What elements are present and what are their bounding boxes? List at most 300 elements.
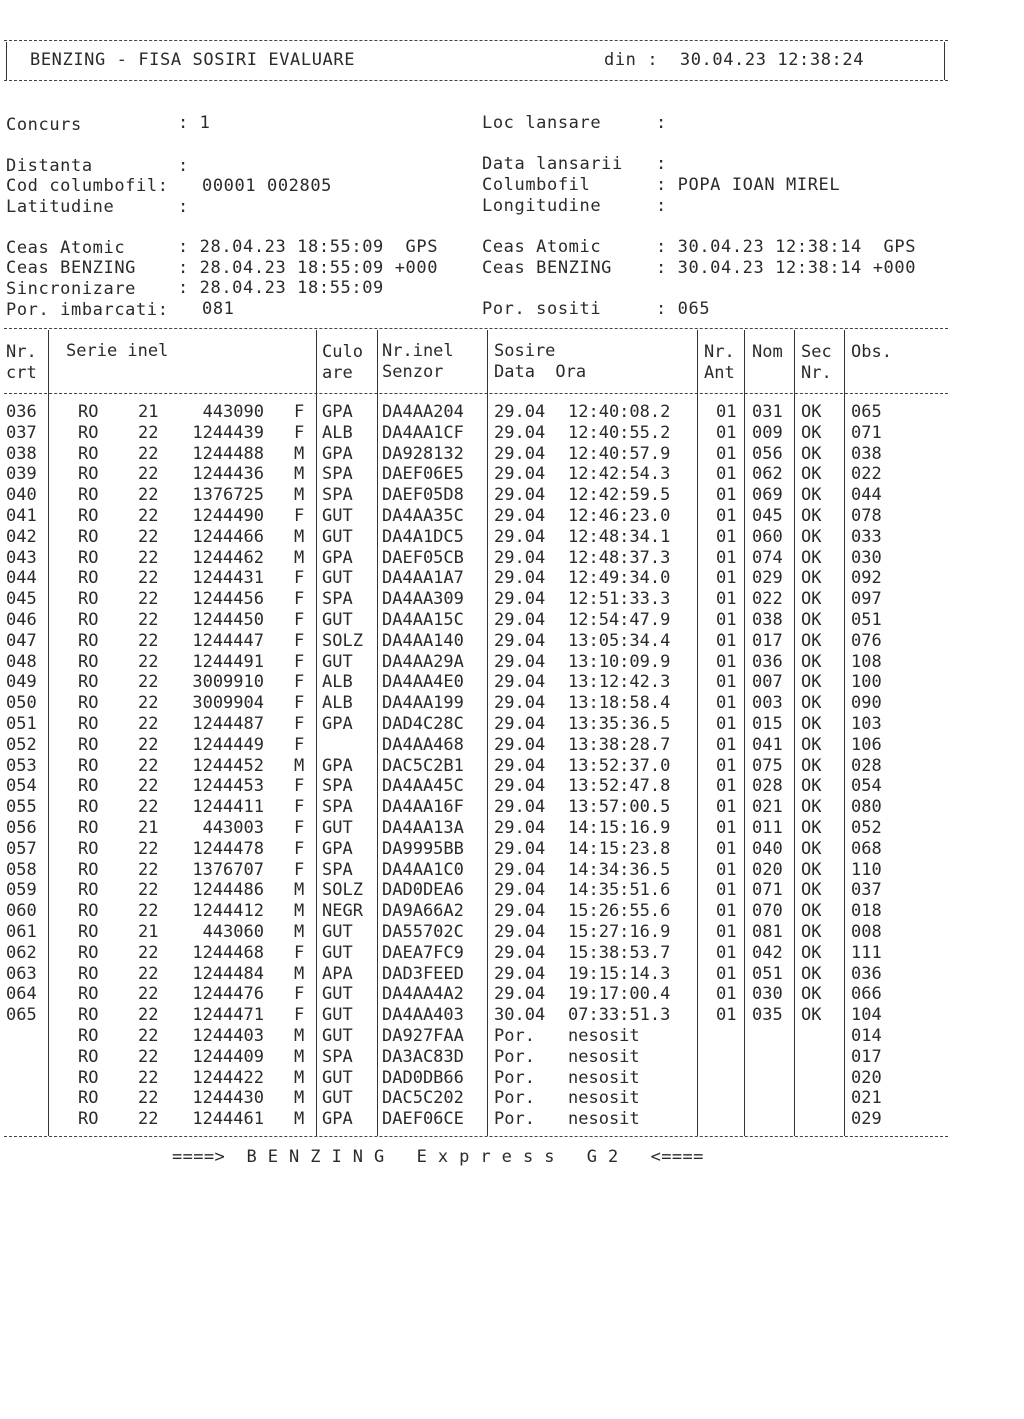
- row-sensor: DAD4C28C: [382, 714, 464, 734]
- row-country: RO: [78, 651, 99, 672]
- row-obs: 044: [851, 485, 882, 506]
- row-nr: 062: [6, 942, 37, 963]
- row-country: RO: [78, 880, 99, 901]
- row-nr: 036: [6, 402, 37, 422]
- cod-columbofil-value: 00001 002805: [202, 176, 333, 196]
- row-country: RO: [78, 714, 99, 734]
- row-sec: OK: [801, 776, 822, 797]
- table-row: [0, 964, 1024, 984]
- row-ant: 01: [716, 755, 737, 776]
- table-row: [0, 527, 1024, 547]
- row-sec: OK: [801, 630, 822, 651]
- row-country: RO: [78, 443, 99, 464]
- row-ring: 3009904: [192, 693, 264, 714]
- row-color: SPA: [322, 1046, 353, 1067]
- longitudine-label: Longitudine: [482, 196, 602, 216]
- row-time: 19:17:00.4: [568, 984, 671, 1005]
- row-nom: 069: [752, 485, 783, 506]
- row-sex: M: [294, 901, 305, 922]
- header-top-rule: [4, 40, 948, 41]
- header-left-border: [6, 42, 7, 80]
- row-sex: M: [294, 485, 305, 506]
- table-row: [0, 984, 1024, 1004]
- row-sensor: DAD0DEA6: [382, 880, 464, 901]
- row-sec: OK: [801, 693, 822, 714]
- row-obs: 110: [851, 859, 882, 880]
- row-sec: OK: [801, 942, 822, 963]
- row-color: GUT: [322, 922, 353, 942]
- row-year: 22: [138, 838, 159, 859]
- data-lansarii-label: Data lansarii: [482, 154, 623, 174]
- row-date: 29.04: [494, 402, 546, 422]
- row-sensor: DA55702C: [382, 922, 464, 942]
- row-obs: 104: [851, 1005, 882, 1026]
- din-label: din :: [604, 50, 659, 70]
- row-color: APA: [322, 963, 353, 984]
- row-date: 29.04: [494, 797, 546, 818]
- row-nom: 020: [752, 859, 783, 880]
- row-ant: 01: [716, 485, 737, 506]
- ceas-atomic-start-value: : 28.04.23 18:55:09 GPS: [178, 237, 439, 257]
- table-row: [0, 714, 1024, 734]
- row-color: GPA: [322, 443, 353, 464]
- row-ring: 1244412: [192, 901, 264, 922]
- row-sex: F: [294, 610, 305, 630]
- row-ring: 1244484: [192, 963, 264, 984]
- row-obs: 078: [851, 506, 882, 526]
- por-imbarcati-value: 081: [202, 299, 235, 319]
- row-year: 22: [138, 610, 159, 630]
- ceas-benzing-end-label: Ceas BENZING: [482, 258, 613, 278]
- ceas-atomic-start-label: Ceas Atomic: [6, 238, 126, 258]
- row-ant: 01: [716, 506, 737, 526]
- row-nr: 046: [6, 610, 37, 630]
- row-time: 12:48:34.1: [568, 526, 671, 547]
- row-nr: 050: [6, 693, 37, 714]
- row-date: Por.: [494, 1067, 535, 1088]
- row-year: 22: [138, 526, 159, 547]
- table-row: [0, 1068, 1024, 1088]
- row-color: ALB: [322, 672, 353, 693]
- row-year: 22: [138, 963, 159, 984]
- row-nr: 052: [6, 734, 37, 755]
- row-nom: 045: [752, 506, 783, 526]
- loc-lansare-value: :: [656, 113, 667, 133]
- row-sensor: DA4AA468: [382, 734, 464, 755]
- row-time: 12:40:08.2: [568, 402, 671, 422]
- row-sensor: DA4AA1A7: [382, 568, 464, 589]
- row-obs: 065: [851, 402, 882, 422]
- row-time: 14:35:51.6: [568, 880, 671, 901]
- row-color: GPA: [322, 714, 353, 734]
- row-nom: 042: [752, 942, 783, 963]
- row-sec: OK: [801, 485, 822, 506]
- row-sex: M: [294, 1088, 305, 1109]
- row-country: RO: [78, 547, 99, 568]
- header-sec-nr: Nr.: [801, 363, 832, 383]
- header-bottom-rule: [4, 80, 948, 81]
- row-sensor: DAEF05D8: [382, 485, 464, 506]
- row-sensor: DAEF06CE: [382, 1109, 464, 1130]
- row-ant: 01: [716, 443, 737, 464]
- row-ant: 01: [716, 568, 737, 589]
- row-time: 12:46:23.0: [568, 506, 671, 526]
- row-sec: OK: [801, 589, 822, 610]
- ceas-atomic-end-value: : 30.04.23 12:38:14 GPS: [656, 237, 917, 257]
- row-year: 22: [138, 485, 159, 506]
- row-color: SOLZ: [322, 630, 363, 651]
- row-obs: 008: [851, 922, 882, 942]
- row-nom: 028: [752, 776, 783, 797]
- row-nr: 043: [6, 547, 37, 568]
- row-sex: F: [294, 672, 305, 693]
- row-country: RO: [78, 1109, 99, 1130]
- row-nom: 060: [752, 526, 783, 547]
- row-sex: M: [294, 464, 305, 485]
- row-nom: 030: [752, 984, 783, 1005]
- row-ring: 1244471: [192, 1005, 264, 1026]
- row-country: RO: [78, 838, 99, 859]
- row-country: RO: [78, 984, 99, 1005]
- row-ant: 01: [716, 672, 737, 693]
- table-row: [0, 464, 1024, 484]
- row-year: 22: [138, 1005, 159, 1026]
- table-row: [0, 1047, 1024, 1067]
- row-ring: 1244449: [192, 734, 264, 755]
- row-sec: OK: [801, 526, 822, 547]
- row-date: 29.04: [494, 714, 546, 734]
- row-color: GUT: [322, 651, 353, 672]
- row-sex: F: [294, 818, 305, 838]
- row-nr: 055: [6, 797, 37, 818]
- row-year: 21: [138, 402, 159, 422]
- row-color: SPA: [322, 485, 353, 506]
- row-color: GPA: [322, 402, 353, 422]
- row-nom: 040: [752, 838, 783, 859]
- row-color: GUT: [322, 818, 353, 838]
- row-ring: 1244487: [192, 714, 264, 734]
- ceas-atomic-end-label: Ceas Atomic: [482, 237, 602, 257]
- row-ring: 1244486: [192, 880, 264, 901]
- table-top-rule: [4, 328, 948, 329]
- header-ant: Ant: [704, 363, 735, 383]
- row-obs: 017: [851, 1046, 882, 1067]
- row-sensor: DA9995BB: [382, 838, 464, 859]
- row-time: 13:52:47.8: [568, 776, 671, 797]
- row-sex: M: [294, 443, 305, 464]
- row-sec: OK: [801, 734, 822, 755]
- header-obs: Obs.: [851, 342, 892, 362]
- row-nr: 061: [6, 922, 37, 942]
- table-row: [0, 880, 1024, 900]
- row-obs: 111: [851, 942, 882, 963]
- row-sec: OK: [801, 506, 822, 526]
- row-nr: 054: [6, 776, 37, 797]
- row-date: 29.04: [494, 506, 546, 526]
- row-sex: M: [294, 880, 305, 901]
- row-ring: 1244490: [192, 506, 264, 526]
- header-nr: Nr.: [6, 342, 37, 362]
- row-date: 29.04: [494, 942, 546, 963]
- row-country: RO: [78, 506, 99, 526]
- row-country: RO: [78, 568, 99, 589]
- row-sex: F: [294, 797, 305, 818]
- row-year: 22: [138, 734, 159, 755]
- row-color: GUT: [322, 942, 353, 963]
- row-obs: 108: [851, 651, 882, 672]
- row-obs: 106: [851, 734, 882, 755]
- row-time: nesosit: [568, 1088, 640, 1109]
- header-nr-ant: Nr.: [704, 342, 735, 362]
- row-ant: 01: [716, 610, 737, 630]
- row-ant: 01: [716, 693, 737, 714]
- row-color: GUT: [322, 568, 353, 589]
- row-time: 12:40:57.9: [568, 443, 671, 464]
- header-culoare-1: Culo: [322, 342, 363, 362]
- row-date: 29.04: [494, 963, 546, 984]
- row-sex: M: [294, 1046, 305, 1067]
- row-nr: 051: [6, 714, 37, 734]
- row-date: 29.04: [494, 589, 546, 610]
- row-nr: 040: [6, 485, 37, 506]
- row-color: SPA: [322, 464, 353, 485]
- row-color: GUT: [322, 526, 353, 547]
- row-sensor: DAC5C202: [382, 1088, 464, 1109]
- row-sensor: DAD3FEED: [382, 963, 464, 984]
- row-nr: 044: [6, 568, 37, 589]
- row-sensor: DA4AA29A: [382, 651, 464, 672]
- row-sensor: DAEF05CB: [382, 547, 464, 568]
- row-nom: 075: [752, 755, 783, 776]
- row-ring: 1244450: [192, 610, 264, 630]
- row-sec: OK: [801, 901, 822, 922]
- row-obs: 022: [851, 464, 882, 485]
- row-obs: 068: [851, 838, 882, 859]
- row-obs: 033: [851, 526, 882, 547]
- row-ring: 1244439: [192, 422, 264, 443]
- footer-brand: ====> B E N Z I N G E x p r e s s G 2 <====: [172, 1147, 704, 1167]
- row-year: 22: [138, 1067, 159, 1088]
- row-sec: OK: [801, 818, 822, 838]
- row-obs: 014: [851, 1026, 882, 1046]
- row-nom: 071: [752, 880, 783, 901]
- table-row: [0, 568, 1024, 588]
- columbofil-label: Columbofil: [482, 175, 591, 195]
- row-nom: 038: [752, 610, 783, 630]
- row-date: 29.04: [494, 672, 546, 693]
- row-country: RO: [78, 672, 99, 693]
- row-date: Por.: [494, 1088, 535, 1109]
- row-date: 29.04: [494, 838, 546, 859]
- row-country: RO: [78, 734, 99, 755]
- row-date: 29.04: [494, 755, 546, 776]
- row-nom: 036: [752, 651, 783, 672]
- row-country: RO: [78, 963, 99, 984]
- row-nom: 031: [752, 402, 783, 422]
- row-ant: 01: [716, 1005, 737, 1026]
- row-ring: 1244462: [192, 547, 264, 568]
- ceas-benzing-start-label: Ceas BENZING: [6, 258, 137, 278]
- table-row: [0, 402, 1024, 422]
- row-ring: 1244431: [192, 568, 264, 589]
- row-sensor: DA4AA13A: [382, 818, 464, 838]
- row-year: 22: [138, 1109, 159, 1130]
- row-obs: 038: [851, 443, 882, 464]
- header-nom: Nom: [752, 342, 783, 362]
- row-country: RO: [78, 1046, 99, 1067]
- row-sec: OK: [801, 402, 822, 422]
- row-nom: 021: [752, 797, 783, 818]
- row-sex: F: [294, 589, 305, 610]
- row-date: 30.04: [494, 1005, 546, 1026]
- table-row: [0, 1005, 1024, 1025]
- concurs-label: Concurs: [6, 115, 82, 135]
- row-obs: 028: [851, 755, 882, 776]
- row-ant: 01: [716, 963, 737, 984]
- row-sex: F: [294, 422, 305, 443]
- row-ring: 1244453: [192, 776, 264, 797]
- row-time: 13:52:37.0: [568, 755, 671, 776]
- row-nr: 057: [6, 838, 37, 859]
- row-ant: 01: [716, 422, 737, 443]
- table-row: [0, 901, 1024, 921]
- table-row: [0, 943, 1024, 963]
- row-country: RO: [78, 797, 99, 818]
- row-date: Por.: [494, 1046, 535, 1067]
- header-right-border: [944, 42, 945, 80]
- row-nr: 063: [6, 963, 37, 984]
- row-sex: M: [294, 922, 305, 942]
- row-date: 29.04: [494, 776, 546, 797]
- row-time: nesosit: [568, 1067, 640, 1088]
- row-year: 22: [138, 464, 159, 485]
- row-nom: 015: [752, 714, 783, 734]
- row-year: 22: [138, 422, 159, 443]
- row-color: GUT: [322, 610, 353, 630]
- row-country: RO: [78, 942, 99, 963]
- row-ant: 01: [716, 942, 737, 963]
- row-sex: F: [294, 734, 305, 755]
- row-country: RO: [78, 1088, 99, 1109]
- loc-lansare-label: Loc lansare: [482, 113, 602, 133]
- row-sensor: DAEA7FC9: [382, 942, 464, 963]
- row-ring: 1244452: [192, 755, 264, 776]
- row-sex: F: [294, 651, 305, 672]
- row-time: 12:42:59.5: [568, 485, 671, 506]
- row-ant: 01: [716, 984, 737, 1005]
- row-year: 22: [138, 942, 159, 963]
- row-nom: 074: [752, 547, 783, 568]
- columbofil-value: : POPA IOAN MIREL: [656, 175, 841, 195]
- row-nr: 053: [6, 755, 37, 776]
- row-ring: 1376725: [192, 485, 264, 506]
- row-sec: OK: [801, 755, 822, 776]
- row-date: 29.04: [494, 526, 546, 547]
- header-sec: Sec: [801, 342, 832, 362]
- table-row: [0, 423, 1024, 443]
- row-year: 22: [138, 651, 159, 672]
- row-year: 22: [138, 776, 159, 797]
- row-color: SPA: [322, 589, 353, 610]
- cod-columbofil-label: Cod columbofil:: [6, 176, 169, 196]
- row-nr: 059: [6, 880, 37, 901]
- row-sensor: DA4AA140: [382, 630, 464, 651]
- row-obs: 051: [851, 610, 882, 630]
- row-country: RO: [78, 859, 99, 880]
- row-nr: 039: [6, 464, 37, 485]
- row-sex: F: [294, 776, 305, 797]
- distanta-value: :: [178, 156, 189, 176]
- row-ant: 01: [716, 402, 737, 422]
- row-ring: 1244461: [192, 1109, 264, 1130]
- table-row: [0, 672, 1024, 692]
- row-date: 29.04: [494, 610, 546, 630]
- row-sec: OK: [801, 1005, 822, 1026]
- row-country: RO: [78, 922, 99, 942]
- table-row: [0, 839, 1024, 859]
- table-row: [0, 776, 1024, 796]
- row-date: 29.04: [494, 568, 546, 589]
- row-color: ALB: [322, 422, 353, 443]
- row-color: GPA: [322, 1109, 353, 1130]
- row-date: 29.04: [494, 859, 546, 880]
- report-date: [604, 50, 864, 70]
- table-row: [0, 589, 1024, 609]
- row-color: SPA: [322, 797, 353, 818]
- row-date: Por.: [494, 1109, 535, 1130]
- row-obs: 071: [851, 422, 882, 443]
- row-sensor: DAD0DB66: [382, 1067, 464, 1088]
- table-row: [0, 818, 1024, 838]
- row-ant: 01: [716, 464, 737, 485]
- row-year: 22: [138, 880, 159, 901]
- row-date: 29.04: [494, 651, 546, 672]
- row-time: 13:10:09.9: [568, 651, 671, 672]
- row-ring: 1244456: [192, 589, 264, 610]
- row-time: 15:26:55.6: [568, 901, 671, 922]
- row-color: NEGR: [322, 901, 363, 922]
- row-sensor: DA4AA309: [382, 589, 464, 610]
- row-ant: 01: [716, 797, 737, 818]
- row-year: 22: [138, 1046, 159, 1067]
- row-ring: 1244436: [192, 464, 264, 485]
- row-obs: 066: [851, 984, 882, 1005]
- row-color: GUT: [322, 984, 353, 1005]
- row-ant: 01: [716, 734, 737, 755]
- row-color: SOLZ: [322, 880, 363, 901]
- row-sec: OK: [801, 672, 822, 693]
- row-sensor: DA4AA4E0: [382, 672, 464, 693]
- row-country: RO: [78, 526, 99, 547]
- row-year: 22: [138, 568, 159, 589]
- sincronizare-value: : 28.04.23 18:55:09: [178, 278, 384, 298]
- row-time: 13:18:58.4: [568, 693, 671, 714]
- row-ant: 01: [716, 901, 737, 922]
- row-ring: 1244422: [192, 1067, 264, 1088]
- row-obs: 052: [851, 818, 882, 838]
- table-row: [0, 652, 1024, 672]
- row-year: 22: [138, 1088, 159, 1109]
- row-country: RO: [78, 693, 99, 714]
- row-country: RO: [78, 1026, 99, 1046]
- row-year: 22: [138, 984, 159, 1005]
- row-sec: OK: [801, 714, 822, 734]
- row-obs: 076: [851, 630, 882, 651]
- row-nom: 007: [752, 672, 783, 693]
- row-nr: 058: [6, 859, 37, 880]
- row-date: 29.04: [494, 880, 546, 901]
- header-sosire: Sosire: [494, 341, 556, 361]
